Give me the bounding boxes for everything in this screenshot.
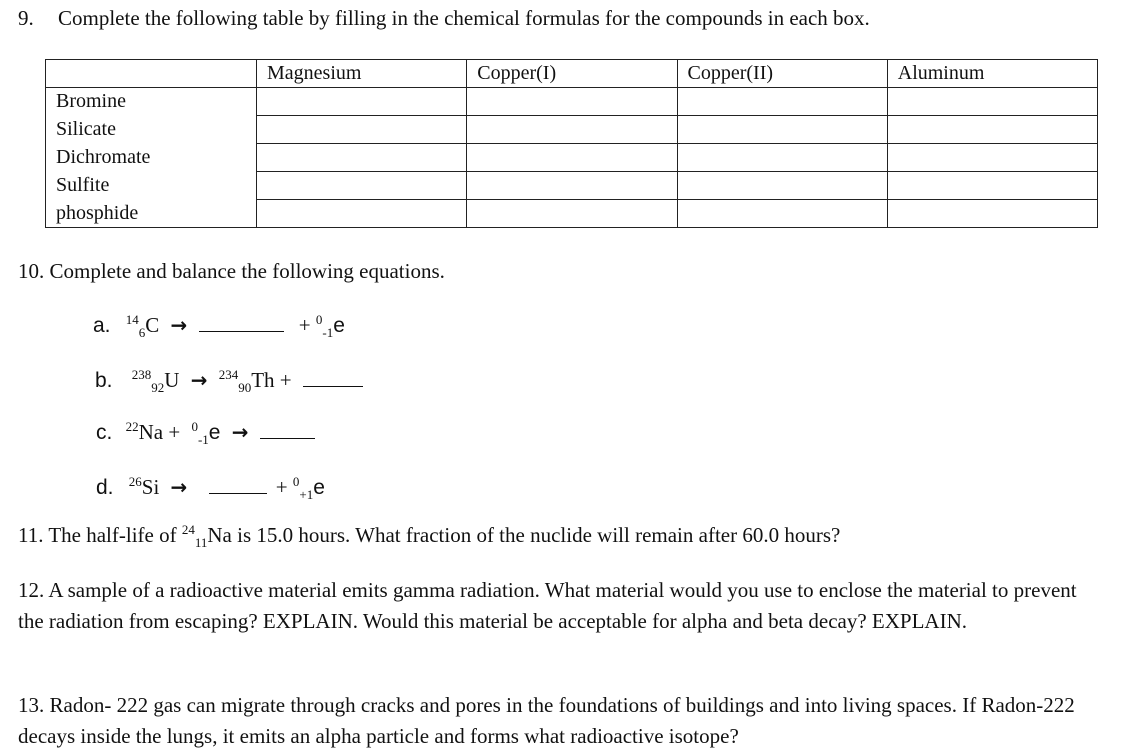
answer-cell[interactable] <box>257 88 467 116</box>
plus-sign: + <box>298 313 311 337</box>
question-12: 12. A sample of a radioactive material emits gamma radiation. What material would you use to enclose the material to prevent the radiation from escaping? EXPLAIN. Would this material be acceptable for alpha and beta decay? EXPLAIN. <box>18 578 1077 633</box>
answer-cell[interactable] <box>887 172 1097 200</box>
electron-symbol: e <box>333 314 345 337</box>
electron-symbol: e <box>313 476 325 499</box>
answer-cell[interactable] <box>887 88 1097 116</box>
answer-cell[interactable] <box>677 88 887 116</box>
table-header-row <box>46 60 1098 88</box>
column-header-copper-i: Copper(I) <box>467 60 677 88</box>
answer-cell[interactable] <box>677 116 887 144</box>
answer-cell[interactable] <box>677 172 887 200</box>
row-header-bromine: Bromine <box>46 88 257 116</box>
charge-number: -1 <box>197 432 209 448</box>
element-symbol: Na + <box>138 420 181 444</box>
answer-cell[interactable] <box>257 116 467 144</box>
mass-number: 238 <box>131 367 152 382</box>
answer-cell[interactable] <box>887 200 1097 228</box>
question-11 <box>18 522 841 551</box>
row-header-sulfite: Sulfite <box>46 172 257 200</box>
answer-blank[interactable] <box>260 418 315 439</box>
right-arrow-icon: → <box>170 313 188 337</box>
table-row <box>46 116 1098 144</box>
mass-number: 0 <box>292 474 300 489</box>
equation-a-label: a. <box>93 314 111 337</box>
element-symbol: C <box>145 313 160 337</box>
answer-blank[interactable] <box>199 311 284 332</box>
element-symbol: U <box>164 368 180 392</box>
right-arrow-icon: → <box>190 368 208 392</box>
atomic-number: 90 <box>238 380 252 396</box>
question-10: 10. Complete and balance the following equations. <box>18 259 445 283</box>
answer-cell[interactable] <box>257 200 467 228</box>
table-row <box>46 88 1098 116</box>
table-row <box>46 144 1098 172</box>
answer-blank[interactable] <box>303 366 363 387</box>
question-9 <box>18 6 870 31</box>
right-arrow-icon: → <box>231 420 249 444</box>
formula-table <box>45 59 1098 228</box>
table-corner-cell <box>46 60 257 88</box>
question-13: 13. Radon- 222 gas can migrate through cracks and pores in the foundations of buildings and into living spaces. If Radon-222 decays inside the lungs, it emits an alpha particle and forms what radioactive isotope? <box>18 693 1075 748</box>
electron-symbol: e <box>208 421 221 444</box>
atomic-number: 92 <box>151 380 165 396</box>
column-header-copper-ii: Copper(II) <box>677 60 887 88</box>
answer-blank[interactable] <box>209 473 267 494</box>
column-header-aluminum: Aluminum <box>887 60 1097 88</box>
equation-d-label: d. <box>96 476 114 499</box>
mass-number: 0 <box>191 419 198 434</box>
equation-c-label: c. <box>96 421 113 444</box>
mass-number: 26 <box>128 474 142 489</box>
table-row <box>46 200 1098 228</box>
mass-number: 24 <box>181 522 195 537</box>
answer-cell[interactable] <box>257 172 467 200</box>
plus-sign: + <box>275 475 288 499</box>
row-header-dichromate: Dichromate <box>46 144 257 172</box>
table-row <box>46 172 1098 200</box>
answer-cell[interactable] <box>467 144 677 172</box>
charge-number: -1 <box>322 325 334 341</box>
question-11-text-after: Na is 15.0 hours. What fraction of the nuclide will remain after 60.0 hours? <box>207 523 841 547</box>
charge-number: +1 <box>299 487 314 503</box>
mass-number: 14 <box>125 312 139 327</box>
answer-cell[interactable] <box>467 116 677 144</box>
answer-cell[interactable] <box>467 88 677 116</box>
equation-c <box>96 418 315 448</box>
equation-b <box>95 366 363 396</box>
equation-a <box>93 311 345 341</box>
answer-cell[interactable] <box>257 144 467 172</box>
mass-number: 0 <box>315 312 323 327</box>
right-arrow-icon: → <box>170 475 188 499</box>
element-symbol: Si <box>141 475 160 499</box>
row-header-silicate: Silicate <box>46 116 257 144</box>
question-9-text: Complete the following table by filling in the chemical formulas for the compounds in each box. <box>58 6 870 30</box>
answer-cell[interactable] <box>887 116 1097 144</box>
atomic-number: 11 <box>194 535 208 551</box>
answer-cell[interactable] <box>887 144 1097 172</box>
answer-cell[interactable] <box>467 200 677 228</box>
answer-cell[interactable] <box>467 172 677 200</box>
element-symbol: Th + <box>251 368 292 392</box>
equation-d <box>96 473 325 503</box>
mass-number: 22 <box>125 419 139 434</box>
equation-b-label: b. <box>95 369 113 392</box>
mass-number: 234 <box>218 367 239 382</box>
question-9-number: 9. <box>18 6 34 30</box>
answer-cell[interactable] <box>677 144 887 172</box>
row-header-phosphide: phosphide <box>46 200 257 228</box>
answer-cell[interactable] <box>677 200 887 228</box>
column-header-magnesium: Magnesium <box>257 60 467 88</box>
atomic-number: 6 <box>138 325 146 341</box>
question-11-text-before: 11. The half-life of <box>18 523 182 547</box>
